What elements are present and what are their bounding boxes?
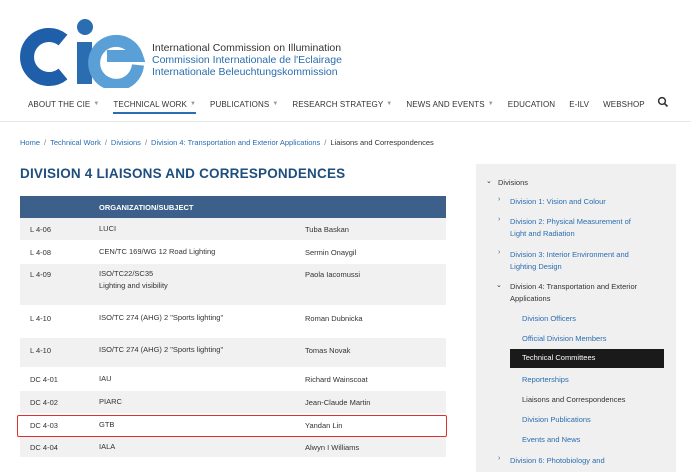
- org-name-english: International Commission on Illumination: [152, 42, 342, 54]
- breadcrumb: [20, 138, 434, 147]
- sidebar-sub-division-officers[interactable]: Division Officers: [522, 314, 577, 323]
- page-title: DIVISION 4 LIAISONS AND CORRESPONDENCES: [20, 166, 346, 181]
- row-id: L 4-08: [30, 248, 51, 257]
- nav-label: WEBSHOP: [603, 99, 645, 109]
- row-person: Tomas Novak: [305, 346, 351, 355]
- table-header: [20, 196, 446, 218]
- sidebar-item-division-3-cont[interactable]: Lighting Design: [510, 262, 562, 271]
- row-organization: LUCI: [99, 224, 117, 233]
- row-organization: IALA: [99, 442, 116, 451]
- breadcrumb-current: Liaisons and Correspondences: [330, 138, 434, 147]
- breadcrumb-separator: /: [104, 138, 107, 147]
- header-organization-subject: ORGANIZATION/SUBJECT: [99, 202, 194, 212]
- sidebar-sub-events-news[interactable]: Events and News: [522, 435, 581, 444]
- row-person: Sermin Onaygil: [305, 248, 357, 257]
- nav-label: E-ILV: [569, 99, 590, 109]
- table-row: [20, 241, 446, 264]
- nav-label: RESEARCH STRATEGY: [292, 99, 384, 109]
- sidebar-item-division-4[interactable]: Division 4: Transportation and Exterior: [510, 282, 638, 291]
- row-id: DC 4-04: [30, 443, 58, 452]
- sidebar-item-division-4-cont[interactable]: Applications: [510, 294, 551, 303]
- nav-e-ilv[interactable]: [569, 100, 589, 109]
- cie-logo-mark: [19, 18, 145, 88]
- nav-education[interactable]: [508, 100, 555, 109]
- chevron-right-icon: ›: [498, 249, 501, 256]
- row-organization: ISO/TC 274 (AHG) 2 "Sports lighting": [99, 345, 224, 354]
- sidebar-item-division-6[interactable]: Division 6: Photobiology and: [510, 456, 605, 465]
- sidebar-sub-official-members[interactable]: Official Division Members: [522, 334, 607, 343]
- nav-research-strategy[interactable]: [292, 100, 392, 109]
- breadcrumb-divisions[interactable]: Divisions: [110, 138, 141, 147]
- row-id: L 4-10: [30, 346, 51, 355]
- nav-about[interactable]: [28, 100, 99, 109]
- row-id: L 4-06: [30, 225, 51, 234]
- row-organization: IAU: [99, 374, 112, 383]
- row-id: L 4-10: [30, 314, 51, 323]
- row-person: Tuba Baskan: [305, 225, 349, 234]
- nav-label: NEWS AND EVENTS: [406, 99, 485, 109]
- chevron-down-icon: ▼: [272, 101, 279, 107]
- sidebar-item-division-3[interactable]: Division 3: Interior Environment and: [510, 250, 629, 259]
- row-person: Roman Dubnicka: [305, 314, 363, 323]
- cie-logo[interactable]: [19, 18, 145, 88]
- row-id: DC 4-02: [30, 398, 58, 407]
- breadcrumb-separator: /: [44, 138, 47, 147]
- chevron-down-icon: ▼: [386, 101, 393, 107]
- table-row: [20, 436, 446, 458]
- nav-publications[interactable]: [210, 100, 278, 109]
- table-row: [20, 264, 446, 306]
- main-navigation: [28, 96, 677, 112]
- sidebar-sub-reporterships[interactable]: Reporterships: [522, 375, 569, 384]
- row-organization: CEN/TC 169/WG 12 Road Lighting: [99, 247, 216, 256]
- header-divider: [0, 121, 691, 122]
- nav-webshop[interactable]: [603, 100, 645, 109]
- row-person: Paola Iacomussi: [305, 270, 361, 279]
- chevron-down-icon: ⌄: [486, 178, 492, 185]
- sidebar-sub-division-publications[interactable]: Division Publications: [522, 415, 591, 424]
- breadcrumb-separator: /: [324, 138, 327, 147]
- nav-label: TECHNICAL WORK: [113, 99, 187, 109]
- breadcrumb-home[interactable]: Home: [20, 138, 41, 147]
- row-person: Alwyn I Williams: [305, 443, 360, 452]
- table-row: [20, 218, 446, 241]
- chevron-right-icon: ›: [498, 196, 501, 203]
- row-organization-subject: Lighting and visibility: [99, 281, 168, 290]
- breadcrumb-technical-work[interactable]: Technical Work: [50, 138, 101, 147]
- row-organization: GTB: [99, 420, 115, 429]
- row-organization: PIARC: [99, 397, 122, 406]
- nav-news-events[interactable]: [406, 100, 493, 109]
- row-person: Yandan Lin: [305, 421, 343, 430]
- row-person: Richard Wainscoat: [305, 375, 368, 384]
- table-row: [20, 368, 446, 391]
- chevron-down-icon: ▼: [189, 101, 197, 107]
- breadcrumb-separator: /: [144, 138, 148, 147]
- nav-label: PUBLICATIONS: [210, 99, 270, 109]
- highlight-box: [17, 415, 447, 437]
- row-organization: ISO/TC22/SC35: [99, 269, 154, 278]
- nav-technical-work[interactable]: [113, 100, 196, 114]
- chevron-down-icon: ⌄: [496, 282, 502, 289]
- row-id: L 4-09: [30, 270, 51, 279]
- sidebar-item-divisions[interactable]: Divisions: [498, 178, 529, 187]
- table-row: [20, 338, 446, 368]
- organization-names: [152, 42, 342, 78]
- row-id: DC 4-03: [30, 421, 58, 430]
- sidebar-item-division-1[interactable]: Division 1: Vision and Colour: [510, 197, 606, 206]
- chevron-down-icon: ▼: [487, 101, 494, 107]
- row-organization: ISO/TC 274 (AHG) 2 "Sports lighting": [99, 313, 224, 322]
- breadcrumb-division-4[interactable]: Division 4: Transportation and Exterior Applications: [151, 138, 321, 147]
- row-person: Jean-Claude Martin: [305, 398, 371, 407]
- sidebar-sub-technical-committees[interactable]: [510, 349, 664, 368]
- sidebar-sub-label: Technical Committees: [522, 353, 596, 362]
- sidebar-item-division-2-cont[interactable]: Light and Radiation: [510, 229, 575, 238]
- chevron-down-icon: ▼: [93, 101, 100, 107]
- chevron-right-icon: ›: [498, 216, 501, 223]
- search-icon[interactable]: [657, 96, 669, 108]
- row-id: DC 4-01: [30, 375, 58, 384]
- sidebar-item-division-2[interactable]: Division 2: Physical Measurement of: [510, 217, 631, 226]
- nav-label: ABOUT THE CIE: [28, 99, 91, 109]
- org-name-french: Commission Internationale de l'Eclairage: [152, 54, 342, 66]
- chevron-right-icon: ›: [498, 455, 501, 462]
- table-row: [20, 391, 446, 414]
- nav-label: EDUCATION: [507, 99, 556, 109]
- sidebar-sub-liaisons[interactable]: Liaisons and Correspondences: [522, 395, 626, 404]
- org-name-german: Internationale Beleuchtungskommission: [152, 66, 338, 78]
- table-row: [20, 306, 446, 338]
